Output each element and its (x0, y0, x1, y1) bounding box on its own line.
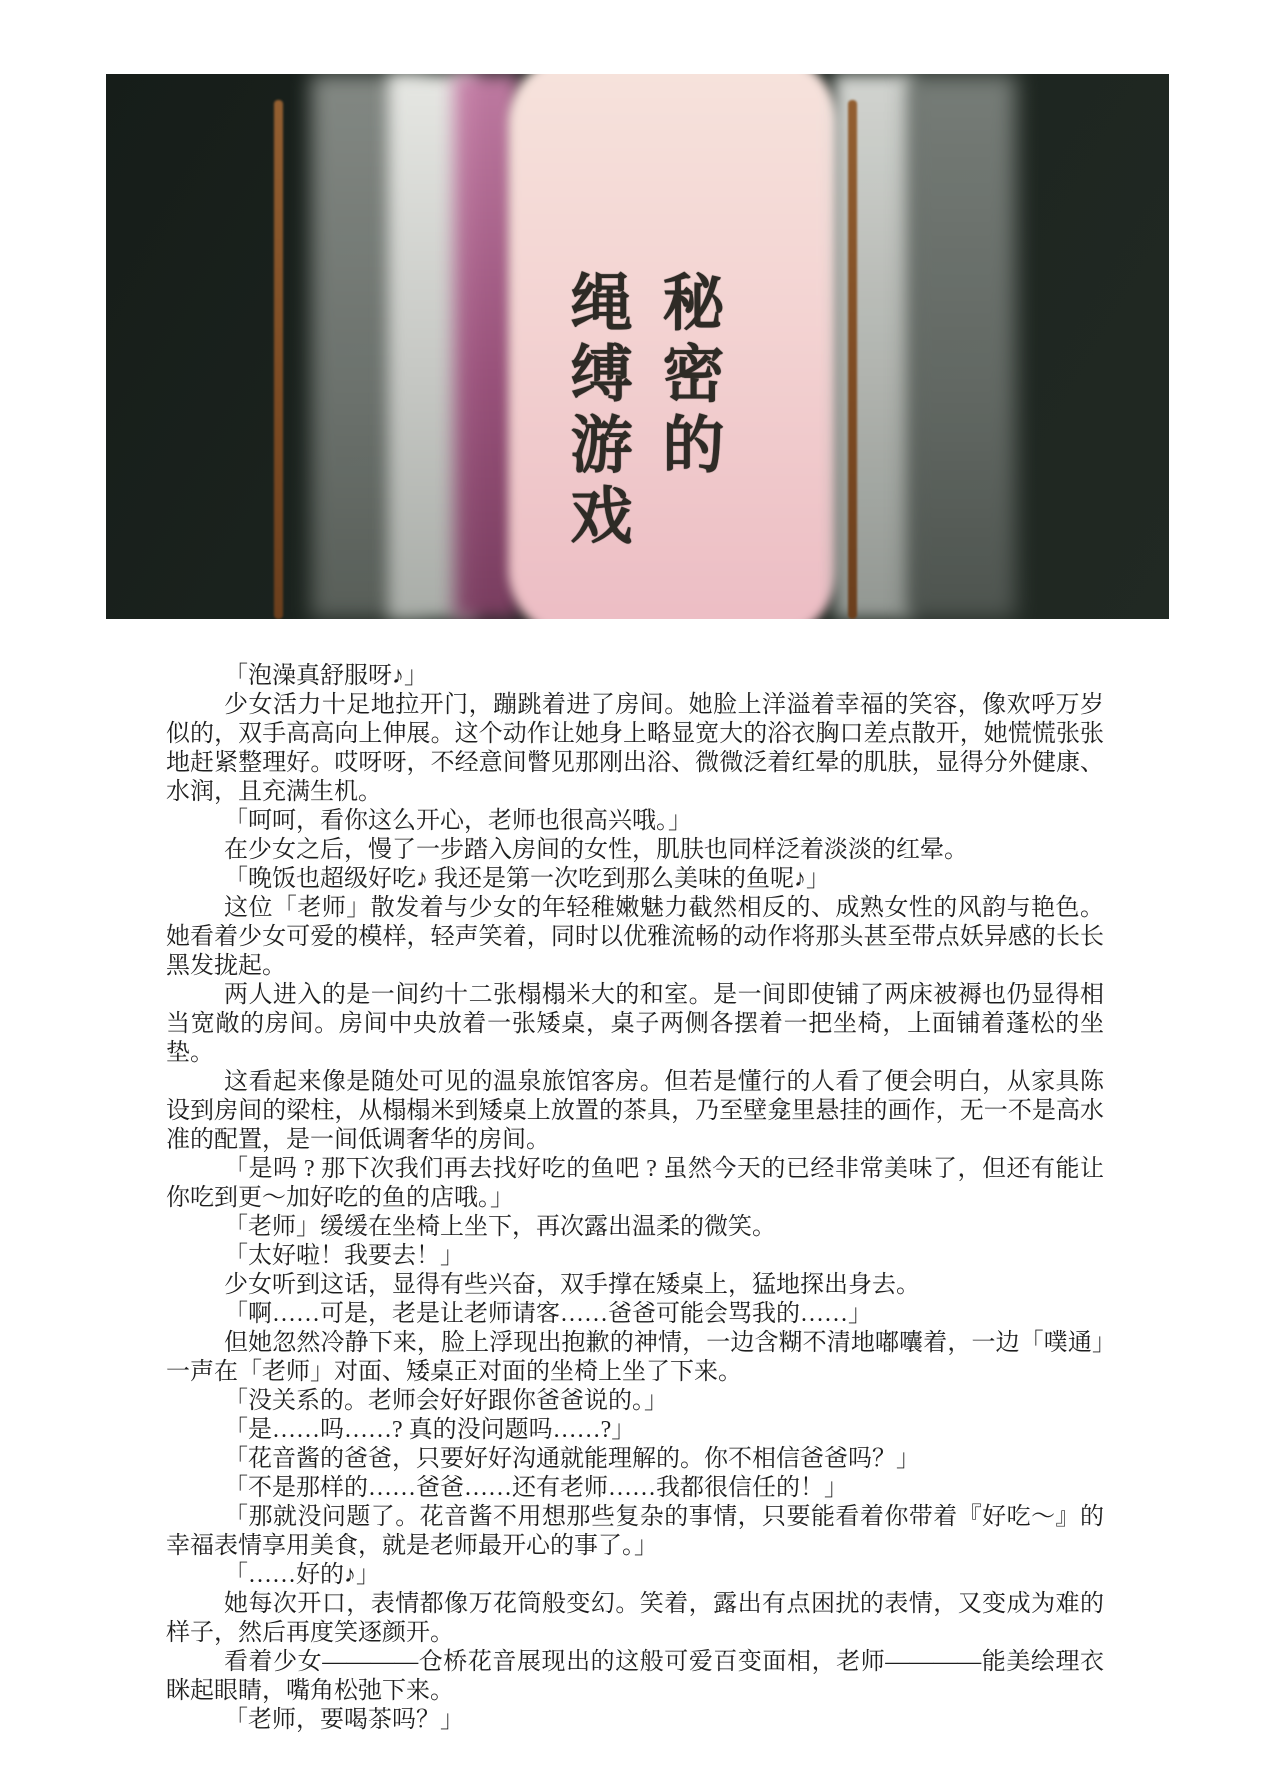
story-text (166, 662, 1104, 1735)
cover-title-vertical (550, 270, 734, 600)
paragraph: 「太好啦！我要去！」 (224, 1243, 464, 1269)
paragraph: 「那就没问题了。花音酱不用想那些复杂的事情，只要能看着你带着『好吃～』的幸福表情享用美食，就是老师最开心的事了。」 (166, 1504, 1104, 1559)
paragraph: 这位「老师」散发着与少女的年轻稚嫩魅力截然相反的、成熟女性的风韵与艳色。她看着少女可爱的模样，轻声笑着，同时以优雅流畅的动作将那头甚至带点妖异感的长长黑发拢起。 (166, 895, 1104, 979)
paragraph: 「……好的♪」 (224, 1562, 380, 1588)
paragraph: 「老师」缓缓在坐椅上坐下，再次露出温柔的微笑。 (224, 1214, 776, 1240)
paragraph: 「不是那样的……爸爸……还有老师……我都很信任的！」 (224, 1475, 848, 1501)
paragraph: 「呵呵，看你这么开心，老师也很高兴哦。」 (224, 808, 692, 834)
paragraph: 但她忽然冷静下来，脸上浮现出抱歉的神情，一边含糊不清地嘟囔着，一边「噗通」一声在「老师」对面、矮桌正对面的坐椅上坐了下来。 (166, 1330, 1104, 1385)
paragraph: 「没关系的。老师会好好跟你爸爸说的。」 (224, 1388, 668, 1414)
rope-strand-right (848, 100, 857, 619)
paragraph: 少女听到这话，显得有些兴奋，双手撑在矮桌上，猛地探出身去。 (224, 1272, 920, 1298)
paragraph: 「花音酱的爸爸，只要好好沟通就能理解的。你不相信爸爸吗？」 (224, 1446, 920, 1472)
robe-band-right-outer (906, 74, 1016, 619)
paragraph: 两人进入的是一间约十二张榻榻米大的和室。是一间即使铺了两床被褥也仍显得相当宽敞的房间。房间中央放着一张矮桌，桌子两侧各摆着一把坐椅，上面铺着蓬松的坐垫。 (166, 982, 1104, 1066)
paragraph: 她每次开口，表情都像万花筒般变幻。笑着，露出有点困扰的表情，又变成为难的样子，然后再度笑逐颜开。 (166, 1591, 1104, 1646)
paragraph: 「是……吗……? 真的没问题吗……?」 (224, 1417, 636, 1443)
paragraph: 这看起来像是随处可见的温泉旅馆客房。但若是懂行的人看了便会明白，从家具陈设到房间的梁柱，从榻榻米到矮桌上放置的茶具，乃至壁龛里悬挂的画作，无一不是高水准的配置，是一间低调奢华的房间。 (166, 1069, 1104, 1153)
paragraph: 「晚饭也超级好吃♪ 我还是第一次吃到那么美味的鱼呢♪」 (224, 866, 830, 892)
cover-illustration (106, 74, 1169, 619)
paragraph: 少女活力十足地拉开门，蹦跳着进了房间。她脸上洋溢着幸福的笑容，像欢呼万岁似的，双手高高向上伸展。这个动作让她身上略显宽大的浴衣胸口差点散开，她慌慌张张地赶紧整理好。哎呀呀，不经意间瞥见那刚出浴、微微泛着红晕的肌肤，显得分外健康、水润，且充满生机。 (166, 692, 1104, 805)
rope-strand-left (274, 100, 283, 619)
paragraph: 「是吗 ? 那下次我们再去找好吃的鱼吧 ? 虽然今天的已经非常美味了，但还有能让你吃到更～加好吃的鱼的店哦。」 (166, 1156, 1104, 1211)
paragraph: 「老师，要喝茶吗？」 (224, 1707, 464, 1733)
paragraph: 「泡澡真舒服呀♪」 (224, 663, 428, 689)
robe-band-right-inner (834, 74, 914, 619)
paragraph: 看着少女————仓桥花音展现出的这般可爱百变面相，老师————能美绘理衣眯起眼睛，嘴角松弛下来。 (166, 1649, 1104, 1704)
cover-title-column-left: 绳缚游戏 (560, 270, 633, 554)
cover-title-column-right: 秘密的 (652, 270, 725, 483)
paragraph: 在少女之后，慢了一步踏入房间的女性，肌肤也同样泛着淡淡的红晕。 (224, 837, 968, 863)
paragraph: 「啊……可是，老是让老师请客……爸爸可能会骂我的……」 (224, 1301, 872, 1327)
